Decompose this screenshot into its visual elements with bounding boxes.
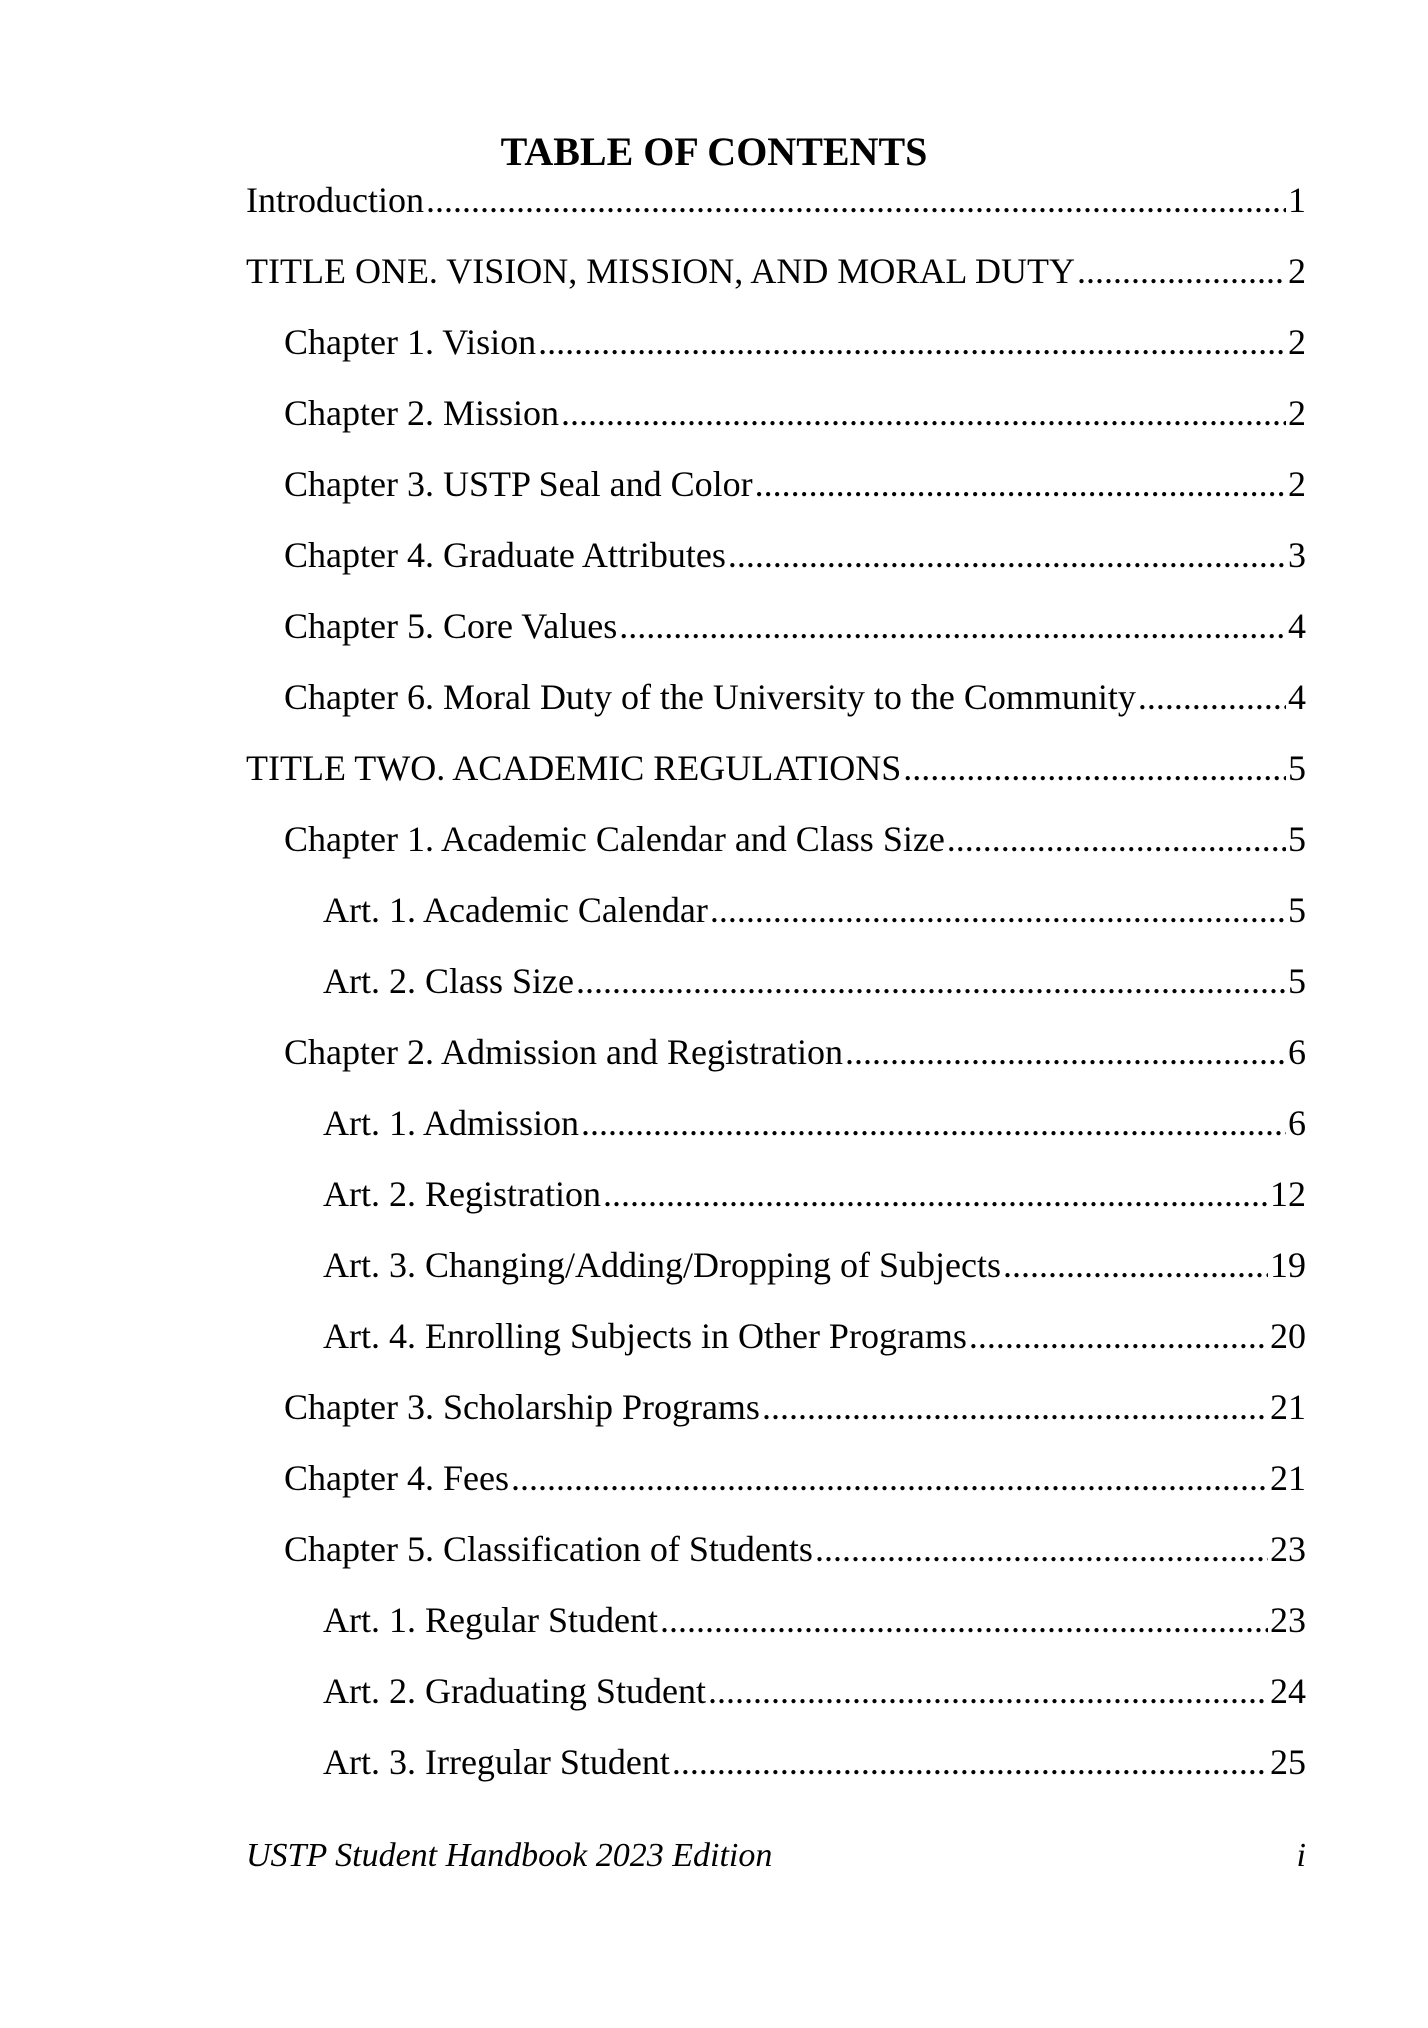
toc-entry-label: Chapter 4. Graduate Attributes: [284, 535, 726, 575]
toc-entry-label: Art. 3. Changing/Adding/Dropping of Subjects: [323, 1245, 1001, 1285]
dot-leader: [619, 602, 1286, 650]
toc-entry-label: Art. 2. Registration: [323, 1174, 601, 1214]
toc-entry-page: 19: [1270, 1245, 1306, 1285]
toc-entry-page: 5: [1288, 748, 1306, 788]
toc-entry-chapter-5-classification[interactable]: [284, 1525, 1306, 1573]
toc-entry-page: 12: [1270, 1174, 1306, 1214]
toc-entry-chapter-6-moral-duty[interactable]: [284, 673, 1306, 721]
toc-entry-page: 5: [1288, 819, 1306, 859]
toc-entry-art-2-registration[interactable]: [323, 1170, 1306, 1218]
toc-entry-art-3-irregular-student[interactable]: [323, 1738, 1306, 1786]
toc-entry-label: Chapter 2. Admission and Registration: [284, 1032, 843, 1072]
toc-entry-art-2-graduating-student[interactable]: [323, 1667, 1306, 1715]
toc-entry-page: 4: [1288, 606, 1306, 646]
toc-entry-art-3-changing-subjects[interactable]: [323, 1241, 1306, 1289]
dot-leader: [708, 1667, 1268, 1715]
toc-entry-chapter-3-seal[interactable]: [284, 460, 1306, 508]
dot-leader: [1138, 673, 1286, 721]
dot-leader: [815, 1525, 1268, 1573]
dot-leader: [903, 744, 1286, 792]
toc-entry-label: Art. 1. Regular Student: [323, 1600, 658, 1640]
dot-leader: [762, 1383, 1268, 1431]
dot-leader: [576, 957, 1286, 1005]
toc-entry-page: 24: [1270, 1671, 1306, 1711]
toc-entry-page: 4: [1288, 677, 1306, 717]
toc-entry-chapter-1-vision[interactable]: [284, 318, 1306, 366]
dot-leader: [1003, 1241, 1268, 1289]
dot-leader: [755, 460, 1286, 508]
toc-entry-label: Chapter 2. Mission: [284, 393, 559, 433]
dot-leader: [538, 318, 1286, 366]
toc-entry-chapter-5-core-values[interactable]: [284, 602, 1306, 650]
toc-entry-page: 2: [1288, 393, 1306, 433]
toc-entry-page: 23: [1270, 1600, 1306, 1640]
toc-entry-title-two[interactable]: [246, 744, 1306, 792]
toc-entry-chapter-2-admission[interactable]: [284, 1028, 1306, 1076]
toc-entry-page: 5: [1288, 961, 1306, 1001]
toc-entry-chapter-3-scholarship[interactable]: [284, 1383, 1306, 1431]
toc-entry-page: 1: [1288, 180, 1306, 220]
toc-entry-label: Art. 2. Class Size: [323, 961, 574, 1001]
page-title: TABLE OF CONTENTS: [500, 129, 928, 174]
dot-leader: [511, 1454, 1268, 1502]
toc-entry-chapter-4-attributes[interactable]: [284, 531, 1306, 579]
toc-entry-label: TITLE ONE. VISION, MISSION, AND MORAL DUTY: [246, 251, 1075, 291]
toc-entry-label: Chapter 1. Vision: [284, 322, 537, 362]
footer-text: USTP Student Handbook 2023 Edition: [246, 1837, 773, 1874]
dot-leader: [426, 176, 1286, 224]
toc-entry-label: Art. 1. Admission: [323, 1103, 580, 1143]
toc-entry-label: Chapter 5. Classification of Students: [284, 1529, 813, 1569]
toc-entry-label: Introduction: [246, 180, 424, 220]
toc-entry-label: TITLE TWO. ACADEMIC REGULATIONS: [246, 748, 902, 788]
toc-entry-label: Chapter 3. USTP Seal and Color: [284, 464, 753, 504]
dot-leader: [672, 1738, 1268, 1786]
toc-entry-label: Art. 2. Graduating Student: [323, 1671, 706, 1711]
toc-entry-page: 25: [1270, 1742, 1306, 1782]
toc-entry-page: 23: [1270, 1529, 1306, 1569]
toc-entry-page: 6: [1288, 1032, 1306, 1072]
toc-entry-label: Chapter 3. Scholarship Programs: [284, 1387, 760, 1427]
toc-entry-page: 2: [1288, 464, 1306, 504]
dot-leader: [561, 389, 1286, 437]
toc-entry-page: 20: [1270, 1316, 1306, 1356]
toc-entry-page: 21: [1270, 1458, 1306, 1498]
dot-leader: [603, 1170, 1268, 1218]
toc-entry-title-one[interactable]: [246, 247, 1306, 295]
toc-entry-introduction[interactable]: [246, 176, 1306, 224]
toc-entry-label: Chapter 4. Fees: [284, 1458, 509, 1498]
toc-entry-page: 2: [1288, 251, 1306, 291]
footer-page-number: i: [1296, 1837, 1306, 1874]
toc-entry-art-2-class-size[interactable]: [323, 957, 1306, 1005]
toc-entry-chapter-2-mission[interactable]: [284, 389, 1306, 437]
toc-entry-art-1-admission[interactable]: [323, 1099, 1306, 1147]
toc-entry-label: Chapter 5. Core Values: [284, 606, 618, 646]
dot-leader: [660, 1596, 1268, 1644]
toc-entry-page: 6: [1288, 1103, 1306, 1143]
dot-leader: [947, 815, 1286, 863]
dot-leader: [581, 1099, 1286, 1147]
dot-leader: [1077, 247, 1286, 295]
dot-leader: [969, 1312, 1268, 1360]
page-footer: [246, 1832, 1306, 1880]
toc-entry-label: Art. 3. Irregular Student: [323, 1742, 670, 1782]
toc-entry-chapter-4-fees[interactable]: [284, 1454, 1306, 1502]
toc-entry-label: Art. 1. Academic Calendar: [323, 890, 708, 930]
toc-entry-page: 2: [1288, 322, 1306, 362]
toc-entry-page: 5: [1288, 890, 1306, 930]
toc-entry-art-1-regular-student[interactable]: [323, 1596, 1306, 1644]
toc-entry-chapter-1-calendar[interactable]: [284, 815, 1306, 863]
toc-entry-label: Chapter 6. Moral Duty of the University to the Community: [284, 677, 1136, 717]
toc-entry-label: Chapter 1. Academic Calendar and Class Size: [284, 819, 945, 859]
toc-entry-art-1-academic-calendar[interactable]: [323, 886, 1306, 934]
toc-entry-page: 3: [1288, 535, 1306, 575]
dot-leader: [728, 531, 1286, 579]
toc-entry-page: 21: [1270, 1387, 1306, 1427]
dot-leader: [710, 886, 1286, 934]
toc-entry-label: Art. 4. Enrolling Subjects in Other Programs: [323, 1316, 967, 1356]
toc-entry-art-4-enrolling-subjects[interactable]: [323, 1312, 1306, 1360]
dot-leader: [845, 1028, 1286, 1076]
